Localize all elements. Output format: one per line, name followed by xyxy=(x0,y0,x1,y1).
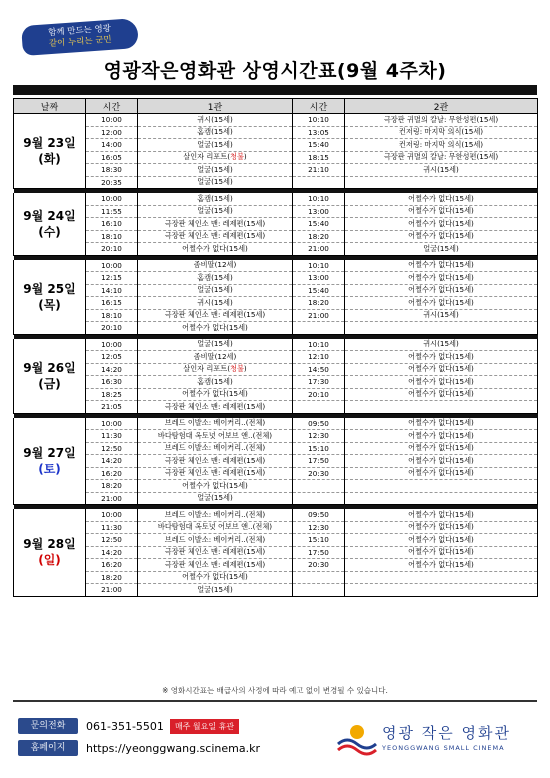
movie-screen-1: 극장판 체인소 맨: 레제편(15세) xyxy=(138,455,293,468)
showtime-screen-2: 21:00 xyxy=(293,309,345,322)
movie-screen-1: 얼굴(15세) xyxy=(138,176,293,189)
showtime-screen-2: 15:40 xyxy=(293,218,345,231)
movie-title: 살인자 리포트( xyxy=(183,152,231,162)
date-cell xyxy=(14,339,86,414)
showtime-screen-1: 20:10 xyxy=(86,243,138,256)
table-row xyxy=(14,492,538,505)
showtime-screen-2: 18:15 xyxy=(293,151,345,164)
movie-screen-2: 어쩔수가 없다(15세) xyxy=(345,521,538,534)
showtime-screen-2: 15:40 xyxy=(293,139,345,152)
table-row xyxy=(14,230,538,243)
movie-screen-2: 어쩔수가 없다(15세) xyxy=(345,272,538,285)
showtime-screen-2 xyxy=(293,176,345,189)
showtime-screen-1: 10:00 xyxy=(86,339,138,351)
movie-screen-1: 극장판 체인소 맨: 레제편(15세) xyxy=(138,467,293,480)
table-row xyxy=(14,430,538,443)
showtime-screen-2: 15:40 xyxy=(293,284,345,297)
movie-screen-2: 어쩔수가 없다(15세) xyxy=(345,376,538,389)
showtime-screen-1: 14:10 xyxy=(86,284,138,297)
showtime-screen-2: 20:10 xyxy=(293,388,345,401)
movie-screen-1 xyxy=(138,151,293,164)
showtime-screen-2 xyxy=(293,571,345,584)
date-cell xyxy=(14,260,86,335)
cinema-wave-icon xyxy=(336,720,378,756)
movie-screen-1: 얼굴(15세) xyxy=(138,492,293,505)
showtime-screen-1: 16:05 xyxy=(86,151,138,164)
table-row xyxy=(14,205,538,218)
showtime-screen-1: 20:35 xyxy=(86,176,138,189)
showtime-screen-2 xyxy=(293,322,345,335)
movie-screen-1: 좀비딸(12세) xyxy=(138,351,293,364)
movie-screen-2: 어쩔수가 없다(15세) xyxy=(345,559,538,572)
showtime-screen-2: 18:20 xyxy=(293,297,345,310)
showtime-screen-2: 10:10 xyxy=(293,339,345,351)
schedule-table-wrapper xyxy=(13,98,537,597)
showtime-screen-2: 13:00 xyxy=(293,272,345,285)
table-row xyxy=(14,309,538,322)
table-row xyxy=(14,388,538,401)
movie-screen-1: 바다탐험대 옥토넛 어보브 앤..(전체) xyxy=(138,521,293,534)
movie-screen-2: 귀시(15세) xyxy=(345,339,538,351)
showtime-screen-2: 17:30 xyxy=(293,376,345,389)
cinema-brand-logo xyxy=(336,720,526,760)
movie-screen-1: 얼굴(15세) xyxy=(138,584,293,597)
showtime-screen-2: 12:30 xyxy=(293,430,345,443)
showtime-screen-1: 14:20 xyxy=(86,455,138,468)
movie-screen-1: 홈캠(15세) xyxy=(138,376,293,389)
date-label: 9월 27일 xyxy=(23,445,76,460)
header-date: 날짜 xyxy=(14,99,86,114)
showtime-screen-1: 12:50 xyxy=(86,442,138,455)
showtime-screen-1: 10:00 xyxy=(86,260,138,272)
weekday-label: (토) xyxy=(38,461,61,476)
movie-screen-2: 어쩔수가 없다(15세) xyxy=(345,546,538,559)
showtime-screen-1: 20:10 xyxy=(86,322,138,335)
showtime-screen-2 xyxy=(293,401,345,414)
weekday-label: (금) xyxy=(38,376,61,391)
table-row xyxy=(14,351,538,364)
table-row xyxy=(14,534,538,547)
showtime-screen-1: 21:00 xyxy=(86,492,138,505)
date-cell xyxy=(14,193,86,255)
movie-screen-2 xyxy=(345,584,538,597)
rating-close: ) xyxy=(243,152,247,162)
showtime-screen-1: 12:00 xyxy=(86,126,138,139)
showtime-screen-1: 12:50 xyxy=(86,534,138,547)
header-screen-2: 2관 xyxy=(345,99,538,114)
showtime-screen-1: 18:25 xyxy=(86,388,138,401)
showtime-screen-2: 13:05 xyxy=(293,126,345,139)
table-row xyxy=(14,521,538,534)
movie-screen-2: 어쩔수가 없다(15세) xyxy=(345,284,538,297)
movie-screen-1: 극장판 체인소 맨: 레제편(15세) xyxy=(138,559,293,572)
header-time-2: 시간 xyxy=(293,99,345,114)
phone-label: 문의전화 xyxy=(18,718,78,734)
showtime-screen-1: 18:30 xyxy=(86,164,138,177)
showtime-screen-2: 10:10 xyxy=(293,193,345,205)
date-label: 9월 26일 xyxy=(23,360,76,375)
table-row xyxy=(14,509,538,521)
movie-screen-2: 어쩔수가 없다(15세) xyxy=(345,388,538,401)
date-label: 9월 24일 xyxy=(23,208,76,223)
showtime-screen-1: 14:20 xyxy=(86,363,138,376)
table-row xyxy=(14,176,538,189)
table-row xyxy=(14,559,538,572)
movie-screen-1: 극장판 체인소 맨: 레제편(15세) xyxy=(138,309,293,322)
table-row xyxy=(14,584,538,597)
showtime-screen-2: 12:10 xyxy=(293,351,345,364)
showtime-screen-1: 11:30 xyxy=(86,521,138,534)
table-row xyxy=(14,164,538,177)
movie-screen-2: 어쩔수가 없다(15세) xyxy=(345,351,538,364)
showtime-screen-1: 14:00 xyxy=(86,139,138,152)
movie-screen-1: 어쩔수가 없다(15세) xyxy=(138,571,293,584)
movie-screen-1: 좀비딸(12세) xyxy=(138,260,293,272)
showtime-screen-1: 10:00 xyxy=(86,193,138,205)
showtime-screen-1: 18:20 xyxy=(86,480,138,493)
date-label: 9월 28일 xyxy=(23,537,76,552)
table-row xyxy=(14,418,538,430)
showtime-screen-1: 18:10 xyxy=(86,309,138,322)
movie-screen-1: 홈캠(15세) xyxy=(138,272,293,285)
weekday-label: (목) xyxy=(38,297,61,312)
header-time-1: 시간 xyxy=(86,99,138,114)
phone-number[interactable]: 061-351-5501 xyxy=(86,719,164,733)
table-row xyxy=(14,272,538,285)
showtime-screen-1: 11:55 xyxy=(86,205,138,218)
weekday-label: (화) xyxy=(38,152,61,166)
date-cell xyxy=(14,509,86,596)
movie-screen-2: 어쩔수가 없다(15세) xyxy=(345,230,538,243)
showtime-screen-2 xyxy=(293,584,345,597)
movie-screen-1: 브레드 이발소: 베이커리..(전체) xyxy=(138,534,293,547)
showtime-screen-2: 21:10 xyxy=(293,164,345,177)
table-row xyxy=(14,401,538,414)
showtime-screen-1: 16:10 xyxy=(86,218,138,231)
showtime-screen-2: 14:50 xyxy=(293,363,345,376)
closed-day-badge: 매주 월요일 휴관 xyxy=(170,719,239,734)
table-row xyxy=(14,376,538,389)
showtime-screen-1: 21:05 xyxy=(86,401,138,414)
date-cell xyxy=(14,114,86,189)
table-row xyxy=(14,114,538,127)
brand-name: 영광 작은 영화관 xyxy=(382,724,511,742)
showtime-screen-1: 14:20 xyxy=(86,546,138,559)
movie-screen-2: 어쩔수가 없다(15세) xyxy=(345,534,538,547)
showtime-screen-2: 09:50 xyxy=(293,418,345,430)
movie-screen-2: 어쩔수가 없다(15세) xyxy=(345,430,538,443)
table-row xyxy=(14,322,538,335)
showtime-screen-2: 18:20 xyxy=(293,230,345,243)
weekday-label: (일) xyxy=(38,553,61,568)
showtime-screen-2: 15:10 xyxy=(293,534,345,547)
showtime-screen-1: 12:15 xyxy=(86,272,138,285)
movie-screen-2: 어쩔수가 없다(15세) xyxy=(345,218,538,231)
movie-screen-1: 브레드 이발소: 베이커리..(전체) xyxy=(138,418,293,430)
table-row xyxy=(14,260,538,272)
footer-divider xyxy=(13,700,537,702)
showtime-screen-1: 18:20 xyxy=(86,571,138,584)
schedule-table xyxy=(13,98,538,597)
showtime-screen-1: 16:30 xyxy=(86,376,138,389)
movie-screen-2: 얼굴(15세) xyxy=(345,243,538,256)
table-row xyxy=(14,480,538,493)
table-row xyxy=(14,297,538,310)
movie-screen-1: 홈캠(15세) xyxy=(138,126,293,139)
table-row xyxy=(14,284,538,297)
date-label: 9월 25일 xyxy=(23,281,76,296)
showtime-screen-2: 10:10 xyxy=(293,114,345,127)
movie-screen-1: 극장판 체인소 맨: 레제편(15세) xyxy=(138,230,293,243)
table-row xyxy=(14,243,538,256)
movie-screen-1: 어쩔수가 없다(15세) xyxy=(138,480,293,493)
movie-screen-2 xyxy=(345,401,538,414)
website-link[interactable]: https://yeonggwang.scinema.kr xyxy=(86,741,260,755)
movie-screen-2: 어쩔수가 없다(15세) xyxy=(345,297,538,310)
table-row xyxy=(14,442,538,455)
movie-screen-1 xyxy=(138,363,293,376)
showtime-screen-1: 10:00 xyxy=(86,114,138,127)
movie-title: 살인자 리포트( xyxy=(183,364,231,374)
table-row xyxy=(14,467,538,480)
weekday-label: (수) xyxy=(38,224,61,239)
movie-screen-2 xyxy=(345,176,538,189)
website-row xyxy=(18,738,260,758)
showtime-screen-2: 21:00 xyxy=(293,243,345,256)
showtime-screen-2: 20:30 xyxy=(293,467,345,480)
movie-screen-2 xyxy=(345,480,538,493)
movie-screen-2: 어쩔수가 없다(15세) xyxy=(345,467,538,480)
movie-screen-1: 어쩔수가 없다(15세) xyxy=(138,243,293,256)
movie-screen-1: 얼굴(15세) xyxy=(138,164,293,177)
movie-screen-2: 어쩔수가 없다(15세) xyxy=(345,363,538,376)
movie-screen-1: 얼굴(15세) xyxy=(138,139,293,152)
table-row xyxy=(14,193,538,205)
movie-screen-1: 극장판 체인소 맨: 레제편(15세) xyxy=(138,218,293,231)
phone-row xyxy=(18,716,260,736)
page-title: 영광작은영화관 상영시간표(9월 4주차) xyxy=(103,60,447,82)
date-cell xyxy=(14,418,86,505)
table-row xyxy=(14,151,538,164)
movie-screen-1: 얼굴(15세) xyxy=(138,339,293,351)
movie-screen-1: 귀시(15세) xyxy=(138,114,293,127)
movie-screen-2: 컨저링: 마지막 의식(15세) xyxy=(345,126,538,139)
movie-screen-2: 어쩔수가 없다(15세) xyxy=(345,193,538,205)
header-screen-1: 1관 xyxy=(138,99,293,114)
movie-screen-1: 어쩔수가 없다(15세) xyxy=(138,322,293,335)
showtime-screen-1: 16:20 xyxy=(86,559,138,572)
showtime-screen-1: 10:00 xyxy=(86,509,138,521)
table-row xyxy=(14,339,538,351)
movie-screen-2: 어쩔수가 없다(15세) xyxy=(345,205,538,218)
showtime-screen-2: 13:00 xyxy=(293,205,345,218)
showtime-screen-2 xyxy=(293,492,345,505)
showtime-screen-2: 12:30 xyxy=(293,521,345,534)
showtime-screen-1: 12:05 xyxy=(86,351,138,364)
showtime-screen-2: 20:30 xyxy=(293,559,345,572)
table-row xyxy=(14,571,538,584)
website-label: 홈페이지 xyxy=(18,740,78,756)
showtime-screen-2 xyxy=(293,480,345,493)
movie-screen-2: 어쩔수가 없다(15세) xyxy=(345,260,538,272)
table-header-row xyxy=(14,99,538,114)
movie-screen-2: 귀시(15세) xyxy=(345,309,538,322)
movie-screen-2: 극장판 귀멸의 칼날: 무한성편(15세) xyxy=(345,114,538,127)
contact-info xyxy=(18,716,260,760)
showtime-screen-2: 17:50 xyxy=(293,455,345,468)
showtime-screen-1: 16:15 xyxy=(86,297,138,310)
table-row xyxy=(14,139,538,152)
movie-screen-1: 브레드 이발소: 베이커리..(전체) xyxy=(138,442,293,455)
table-row xyxy=(14,546,538,559)
movie-screen-1: 어쩔수가 없다(15세) xyxy=(138,388,293,401)
showtime-screen-1: 21:00 xyxy=(86,584,138,597)
brand-subtitle: YEONGGWANG SMALL CINEMA xyxy=(382,744,505,752)
movie-screen-1: 귀시(15세) xyxy=(138,297,293,310)
rating-close: ) xyxy=(243,364,247,374)
movie-screen-2 xyxy=(345,322,538,335)
movie-screen-1: 바다탐험대 옥토넛 어보브 앤..(전체) xyxy=(138,430,293,443)
date-label: 9월 23일 xyxy=(23,136,76,150)
movie-screen-2: 귀시(15세) xyxy=(345,164,538,177)
movie-screen-1: 얼굴(15세) xyxy=(138,284,293,297)
showtime-screen-1: 11:30 xyxy=(86,430,138,443)
schedule-change-notice: ※ 영화시간표는 배급사의 사정에 따라 예고 없이 변경될 수 있습니다. xyxy=(162,686,388,695)
logo-line-2: 같이 누리는 군민 xyxy=(48,34,113,50)
movie-screen-1: 홈캠(15세) xyxy=(138,193,293,205)
county-slogan-logo xyxy=(21,18,139,56)
logo-line-1: 함께 만드는 영광 xyxy=(47,23,112,39)
showtime-screen-2: 17:50 xyxy=(293,546,345,559)
movie-screen-2: 컨저링: 마지막 의식(15세) xyxy=(345,139,538,152)
movie-screen-1: 극장판 체인소 맨: 레제편(15세) xyxy=(138,546,293,559)
movie-screen-2 xyxy=(345,571,538,584)
showtime-screen-2: 15:10 xyxy=(293,442,345,455)
rating-label: 청불 xyxy=(230,152,244,162)
showtime-screen-1: 10:00 xyxy=(86,418,138,430)
movie-screen-2: 극장판 귀멸의 칼날: 무한성편(15세) xyxy=(345,151,538,164)
movie-screen-1: 얼굴(15세) xyxy=(138,205,293,218)
showtime-screen-2: 10:10 xyxy=(293,260,345,272)
movie-screen-2: 어쩔수가 없다(15세) xyxy=(345,418,538,430)
showtime-screen-1: 16:20 xyxy=(86,467,138,480)
table-row xyxy=(14,455,538,468)
table-row xyxy=(14,218,538,231)
showtime-screen-1: 18:10 xyxy=(86,230,138,243)
movie-screen-2: 어쩔수가 없다(15세) xyxy=(345,509,538,521)
table-row xyxy=(14,363,538,376)
showtime-screen-2: 09:50 xyxy=(293,509,345,521)
movie-screen-2: 어쩔수가 없다(15세) xyxy=(345,455,538,468)
movie-screen-1: 브레드 이발소: 베이커리..(전체) xyxy=(138,509,293,521)
title-divider xyxy=(13,85,537,95)
movie-screen-2 xyxy=(345,492,538,505)
table-row xyxy=(14,126,538,139)
rating-label: 청불 xyxy=(230,364,244,374)
movie-screen-2: 어쩔수가 없다(15세) xyxy=(345,442,538,455)
movie-screen-1: 극장판 체인소 맨: 레제편(15세) xyxy=(138,401,293,414)
